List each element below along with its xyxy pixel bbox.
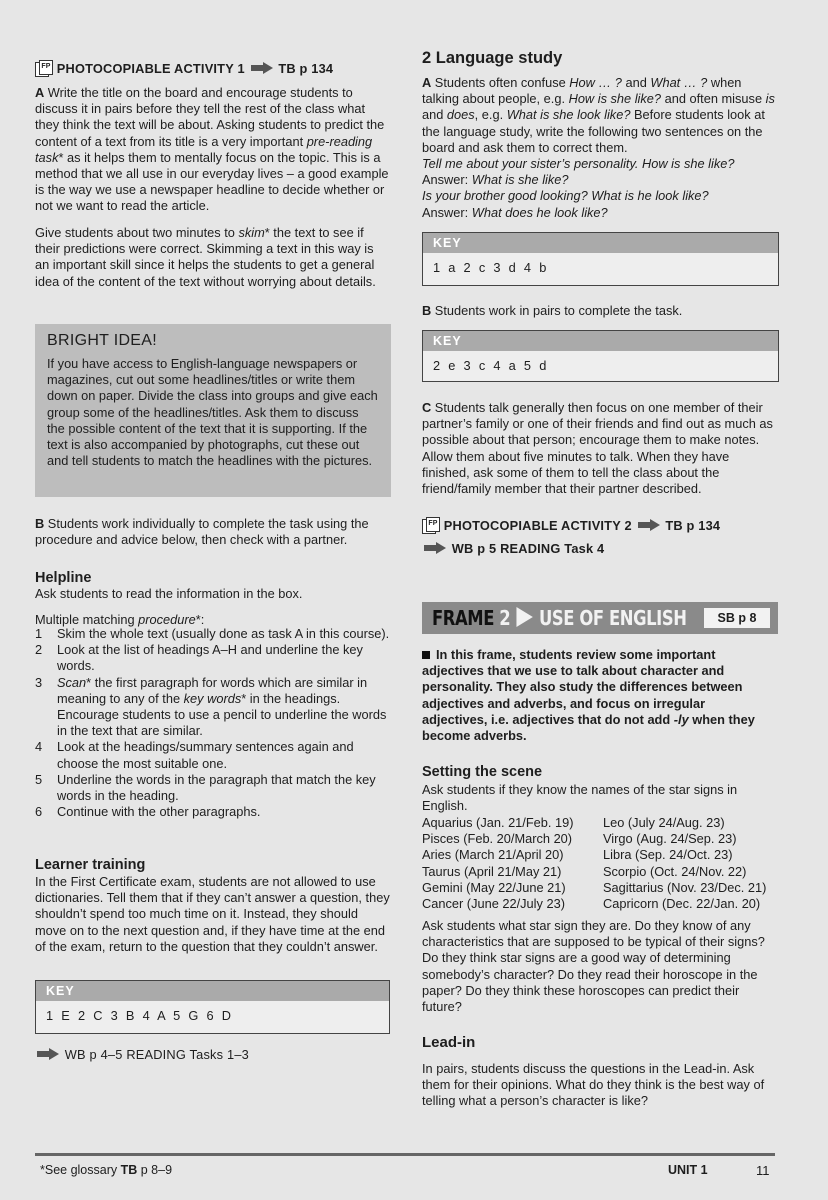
student-book-ref[interactable]: SB p 8 <box>704 608 770 628</box>
glossary-ref: TB <box>120 1163 138 1177</box>
language-study-heading: 2 Language study <box>422 49 563 67</box>
step-text: Look at the list of headings A–H and underline the key words. <box>57 642 363 674</box>
step-text: key words <box>183 690 242 706</box>
key-label: KEY <box>423 233 778 253</box>
text-run: and <box>422 107 447 123</box>
setting-the-scene-text: Ask students if they know the names of the star signs in English. <box>422 782 738 814</box>
step-text: Underline the words in the paragraph that match the key words in the heading. <box>57 771 376 804</box>
star-sign-item: Virgo (Aug. 24/Sep. 23) <box>603 831 737 847</box>
text-run: -ly <box>673 711 689 727</box>
activity-ref[interactable]: TB p 134 <box>665 518 721 533</box>
step-text: * in the headings. Encourage students to use a pencil to underline the words in the text that are similar. <box>57 690 387 739</box>
frame-word: FRAME <box>432 606 494 630</box>
star-signs-right <box>603 815 766 912</box>
text-run: Students work individually to complete the task using the procedure and advice below, then check with a partner. <box>35 516 369 548</box>
photocopiable-icon: FP <box>35 60 53 76</box>
text-run: does <box>446 107 475 123</box>
arrow-right-icon <box>638 519 660 531</box>
lead-in-text: In pairs, students discuss the questions in the Lead-in. Ask them for their opinions. What do they think is the best way of telling what a person’s character is like? <box>422 1061 765 1109</box>
paragraph-skim <box>35 225 391 290</box>
text-run: A <box>35 85 45 100</box>
star-sign-item: Aries (March 21/April 20) <box>422 847 564 863</box>
learner-training-heading: Learner training <box>35 857 146 873</box>
example-line <box>422 172 780 188</box>
text-run: when talking about people, e.g. <box>422 75 742 107</box>
example-text: What is she like? <box>471 172 569 188</box>
example-text: Tell me about your sister’s personality. How is she like? <box>422 156 735 171</box>
frame-number: 2 <box>499 606 511 630</box>
star-sign-item: Sagittarius (Nov. 23/Dec. 21) <box>603 879 767 895</box>
arrow-right-icon <box>516 607 534 627</box>
lead-in-heading: Lead-in <box>422 1034 476 1051</box>
step-text: * the first paragraph for words which are similar in meaning to any of the <box>57 674 368 706</box>
activity-label: PHOTOCOPIABLE ACTIVITY 1 <box>56 61 245 76</box>
star-sign-item: Libra (Sep. 24/Oct. 23) <box>603 847 733 863</box>
text-run: B <box>35 516 45 531</box>
text-run: C <box>422 400 432 415</box>
arrow-right-icon <box>37 1048 59 1060</box>
procedure-step <box>35 626 391 642</box>
text-run: skim <box>238 225 265 240</box>
procedure-step <box>35 739 391 771</box>
star-sign-item: Cancer (June 22/July 23) <box>422 896 565 912</box>
helpline-text: Ask students to read the information in the box. <box>35 586 303 601</box>
key-box-reading <box>35 980 390 1034</box>
paragraph-a <box>422 75 780 156</box>
star-sign-item: Taurus (April 21/May 21) <box>422 863 562 879</box>
star-sign-item: Scorpio (Oct. 24/Nov. 22) <box>603 863 747 879</box>
step-text: Skim the whole text (usually done as task A in this course). <box>57 626 390 641</box>
example-text: Answer: <box>422 172 472 188</box>
workbook-ref-text[interactable]: WB p 5 READING Task 4 <box>451 541 605 556</box>
step-number: 3 <box>35 674 43 690</box>
text-run: Students often confuse <box>431 75 570 90</box>
key-box-2 <box>422 330 779 382</box>
text-run: *: <box>195 612 205 627</box>
footer-unit: UNIT 1 <box>668 1163 708 1177</box>
procedure-step <box>35 772 391 804</box>
paragraph-b <box>422 303 780 319</box>
key-values: 2 e 3 c 4 a 5 d <box>433 358 548 373</box>
bright-idea-text: If you have access to English-language newspapers or magazines, cut out some headlines/titles or write them down on paper. Divide the class into groups and give each group some of the headlines/titles. Ask them to discuss the possible content of the text that it is supporting. If the text is also accompanied by photographs, cut these out and tell students to match the headlines with the pictures. <box>47 356 378 469</box>
text-run: What … ? <box>650 75 708 90</box>
step-number: 1 <box>35 626 43 641</box>
step-text: Look at the headings/summary sentences again and choose the most suitable one. <box>57 739 354 771</box>
paragraph-b <box>35 516 391 548</box>
text-run: Write the title on the board and encourage students to discuss it in pairs before they tell the rest of the class what they think the text will be about. Asking students to predict the content of a text from its title is a very important <box>35 85 385 149</box>
key-values: 1 a 2 c 3 d 4 b <box>433 260 548 275</box>
activity-label: PHOTOCOPIABLE ACTIVITY 2 <box>443 518 632 533</box>
step-number: 6 <box>35 804 43 820</box>
text-run: In this frame, students review some important adjectives that we use to talk about character and personality. They also study the differences between adjectives and adverbs, and focus on irregular adjectives, i.e. adjectives that do not add <box>422 647 743 727</box>
text-run: Give students about two minutes to <box>35 225 239 240</box>
text-run: Multiple matching <box>35 612 139 627</box>
frame-section-title: USE OF ENGLISH <box>538 606 687 630</box>
bright-idea-title: BRIGHT IDEA! <box>47 332 157 349</box>
bright-idea-box <box>35 324 391 497</box>
footer-rule <box>35 1153 775 1156</box>
frame-banner <box>422 602 778 634</box>
photocopiable-activity-2 <box>422 517 720 533</box>
procedure-steps <box>35 626 391 820</box>
text-run: B <box>422 303 432 318</box>
text-run: when they become adverbs. <box>422 711 755 744</box>
text-run: * as it helps them to mentally focus on the topic. This is a method that we all use in our everyday lives – a good example is the way we use a newspaper headline to decide whether or not we want to read the article. <box>35 149 389 214</box>
example-text: What does he look like? <box>471 204 608 220</box>
procedure-step <box>35 642 391 674</box>
text-run: is <box>765 91 775 107</box>
text-run: What is she look like? <box>506 107 631 123</box>
text-run: Students work in pairs to complete the task. <box>431 303 683 318</box>
text-run: and often misuse <box>661 91 766 107</box>
activity-ref[interactable]: TB p 134 <box>278 61 334 76</box>
example-line <box>422 205 780 221</box>
example-line <box>422 188 780 204</box>
key-label: KEY <box>423 331 778 351</box>
bullet-square-icon <box>422 651 430 659</box>
procedure-step <box>35 804 391 820</box>
step-text: Scan <box>57 674 87 690</box>
learner-training-text: In the First Certificate exam, students are not allowed to use dictionaries. Tell them that if they can’t answer a question, they shouldn’t spend too much time on it. Instead, they should move on to the next question and, if they have time at the end of the exam, return to the question that they couldn’t answer. <box>35 874 390 954</box>
star-signs-questions: Ask students what star sign they are. Do they know of any characteristics that are supposed to be typical of their signs? Do they think star signs are a good way of determining somebody’s character? Do they read their horoscope in the paper? Do they think these horoscopes can predict their future? <box>422 918 765 1015</box>
text-run: procedure <box>138 612 196 627</box>
text-run: How … ? <box>569 75 622 90</box>
arrow-right-icon <box>424 542 446 554</box>
paragraph-c <box>422 400 780 497</box>
example-line <box>422 156 780 172</box>
star-sign-item: Aquarius (Jan. 21/Feb. 19) <box>422 815 574 830</box>
text-run: A <box>422 75 432 90</box>
text-run: * the text to see if their predictions were correct. Skimming a text in this way is an important skill since it helps the students to get a general idea of the content of the text without worrying about details. <box>35 225 376 289</box>
text-run: and <box>621 75 651 90</box>
helpline-heading: Helpline <box>35 570 92 586</box>
example-text: Is your brother good looking? What is he look like? <box>422 188 709 204</box>
star-sign-item: Capricorn (Dec. 22/Jan. 20) <box>603 896 761 912</box>
step-number: 2 <box>35 642 43 658</box>
setting-the-scene-heading: Setting the scene <box>422 764 543 780</box>
example-text: Answer: <box>422 204 472 220</box>
key-box-1 <box>422 232 779 286</box>
workbook-ref-text[interactable]: WB p 4–5 READING Tasks 1–3 <box>64 1047 249 1062</box>
text-run: , e.g. <box>474 107 507 123</box>
step-number: 5 <box>35 771 43 787</box>
examples-list <box>422 156 780 221</box>
text-run: How is she like? <box>568 91 662 107</box>
arrow-right-icon <box>251 62 273 74</box>
key-label: KEY <box>36 981 389 1001</box>
photocopiable-activity-1 <box>35 60 391 76</box>
workbook-ref-1 <box>35 1047 249 1062</box>
paragraph-a <box>35 85 391 215</box>
star-sign-item: Pisces (Feb. 20/March 20) <box>422 831 573 847</box>
footer-glossary <box>40 1163 172 1177</box>
key-values: 1 E 2 C 3 B 4 A 5 G 6 D <box>46 1008 232 1023</box>
glossary-prefix: *See glossary <box>40 1163 121 1177</box>
frame-title <box>432 606 687 630</box>
frame-intro <box>422 647 772 744</box>
step-number: 4 <box>35 739 43 755</box>
text-run: pre-reading task <box>35 133 373 165</box>
text-run: Students talk generally then focus on one member of their partner’s family or one of their friends and find out as much as possible about that person; encourage them to make notes. Allow them about five minutes to talk. When they have finished, ask some of them to tell the class about the friend/family member that their partner described. <box>422 400 773 497</box>
star-sign-item: Gemini (May 22/June 21) <box>422 879 566 895</box>
page-number: 11 <box>756 1163 770 1178</box>
text-run: Before students look at the language study, write the following two sentences on the board and ask them to correct them. <box>422 107 765 155</box>
frame-intro-text <box>422 647 755 743</box>
star-sign-item: Leo (July 24/Aug. 23) <box>603 815 725 830</box>
step-text: Continue with the other paragraphs. <box>57 804 261 820</box>
workbook-ref-2 <box>422 541 604 556</box>
procedure-step <box>35 675 391 740</box>
photocopiable-icon: FP <box>422 517 440 533</box>
star-signs-left <box>422 815 574 912</box>
glossary-pages: p 8–9 <box>137 1163 173 1177</box>
